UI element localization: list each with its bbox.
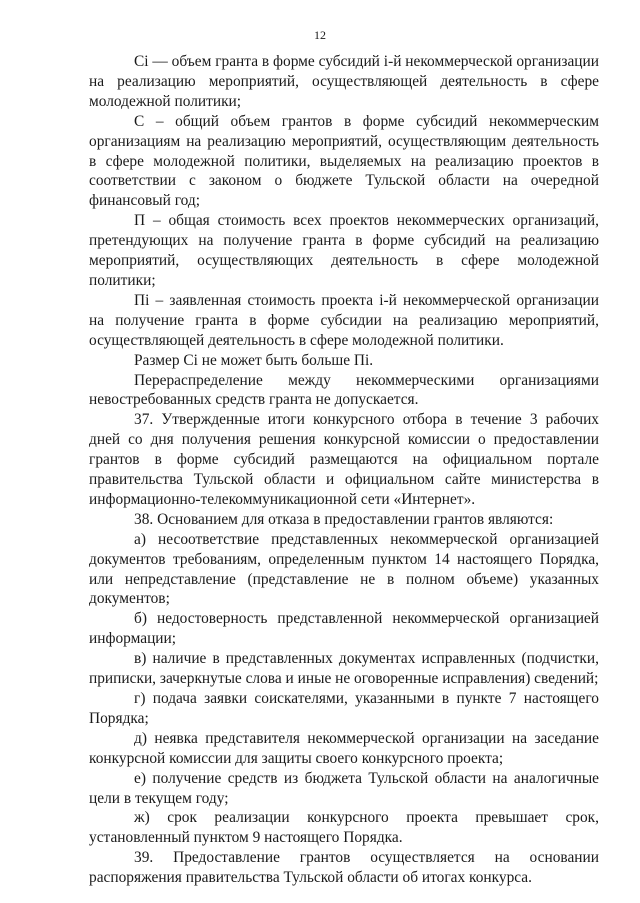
paragraph-clause-38-zh: ж) срок реализации конкурсного проекта превышает срок, установленный пунктом 9 настоящего Порядка. (89, 809, 599, 847)
paragraph-clause-38-e: е) получение средств из бюджета Тульской области на аналогичные цели в текущем году; (89, 769, 599, 807)
paragraph-ci-limit: Размер Ci не может быть больше Пi. (134, 351, 374, 369)
document-body (89, 52, 599, 888)
paragraph-c-definition: С – общий объем грантов в форме субсидий некоммерческим организациям на реализацию мероприятий, осуществляющим деятельность в сфере молодежной политики, выделяемых на реализацию проектов в соответствии с законом о бюджете Тульской области на очередной финансовый год; (89, 112, 599, 210)
paragraph-clause-38: 38. Основанием для отказа в предоставлении грантов являются: (134, 510, 554, 528)
paragraph-p-definition: П – общая стоимость всех проектов некоммерческих организаций, претендующих на получение гранта в форме субсидий на реализацию мероприятий, осуществляющих деятельность в сфере молодежной политики; (89, 212, 599, 289)
paragraph-clause-38-b: б) недостоверность представленной некоммерческой организацией информации; (89, 610, 599, 648)
paragraph-pi-definition: Пi – заявленная стоимость проекта i-й некоммерческой организации на получение гранта в форме субсидии на реализацию мероприятий, осуществляющей деятельность в сфере молодежной политики. (89, 291, 599, 349)
paragraph-ci-definition: Ci — объем гранта в форме субсидий i-й некоммерческой организации на реализацию мероприятий, осуществляющей деятельность в сфере молодежной политики; (89, 53, 599, 110)
paragraph-clause-38-d: д) неявка представителя некоммерческой организации на заседание конкурсной комиссии для защиты своего конкурсного проекта; (89, 729, 599, 767)
paragraph-redistribution: Перераспределение между некоммерческими организациями невостребованных средств гранта не допускается. (89, 371, 599, 409)
paragraph-clause-38-v: в) наличие в представленных документах исправленных (подчистки, приписки, зачеркнутые слова и иные не оговоренные исправления) сведений; (89, 650, 599, 688)
page-number: 12 (314, 28, 326, 42)
paragraph-clause-38-g: г) подача заявки соискателями, указанными в пункте 7 настоящего Порядка; (89, 690, 599, 727)
paragraph-clause-38-a: а) несоответствие представленных некоммерческой организацией документов требованиям, определенным пунктом 14 настоящего Порядка, или непредставление (представление не в полном объеме) указанных документов; (89, 530, 599, 608)
paragraph-clause-37: 37. Утвержденные итоги конкурсного отбора в течение 3 рабочих дней со дня получения решения конкурсной комиссии о предоставлении грантов в форме субсидий размещаются на официальном портале правительства Тульской области и официальном сайте министерства в информационно-телекоммуникационной сети «Интернет». (89, 411, 599, 508)
paragraph-clause-39: 39. Предоставление грантов осуществляется на основании распоряжения правительства Тульской области об итогах конкурса. (89, 849, 599, 887)
